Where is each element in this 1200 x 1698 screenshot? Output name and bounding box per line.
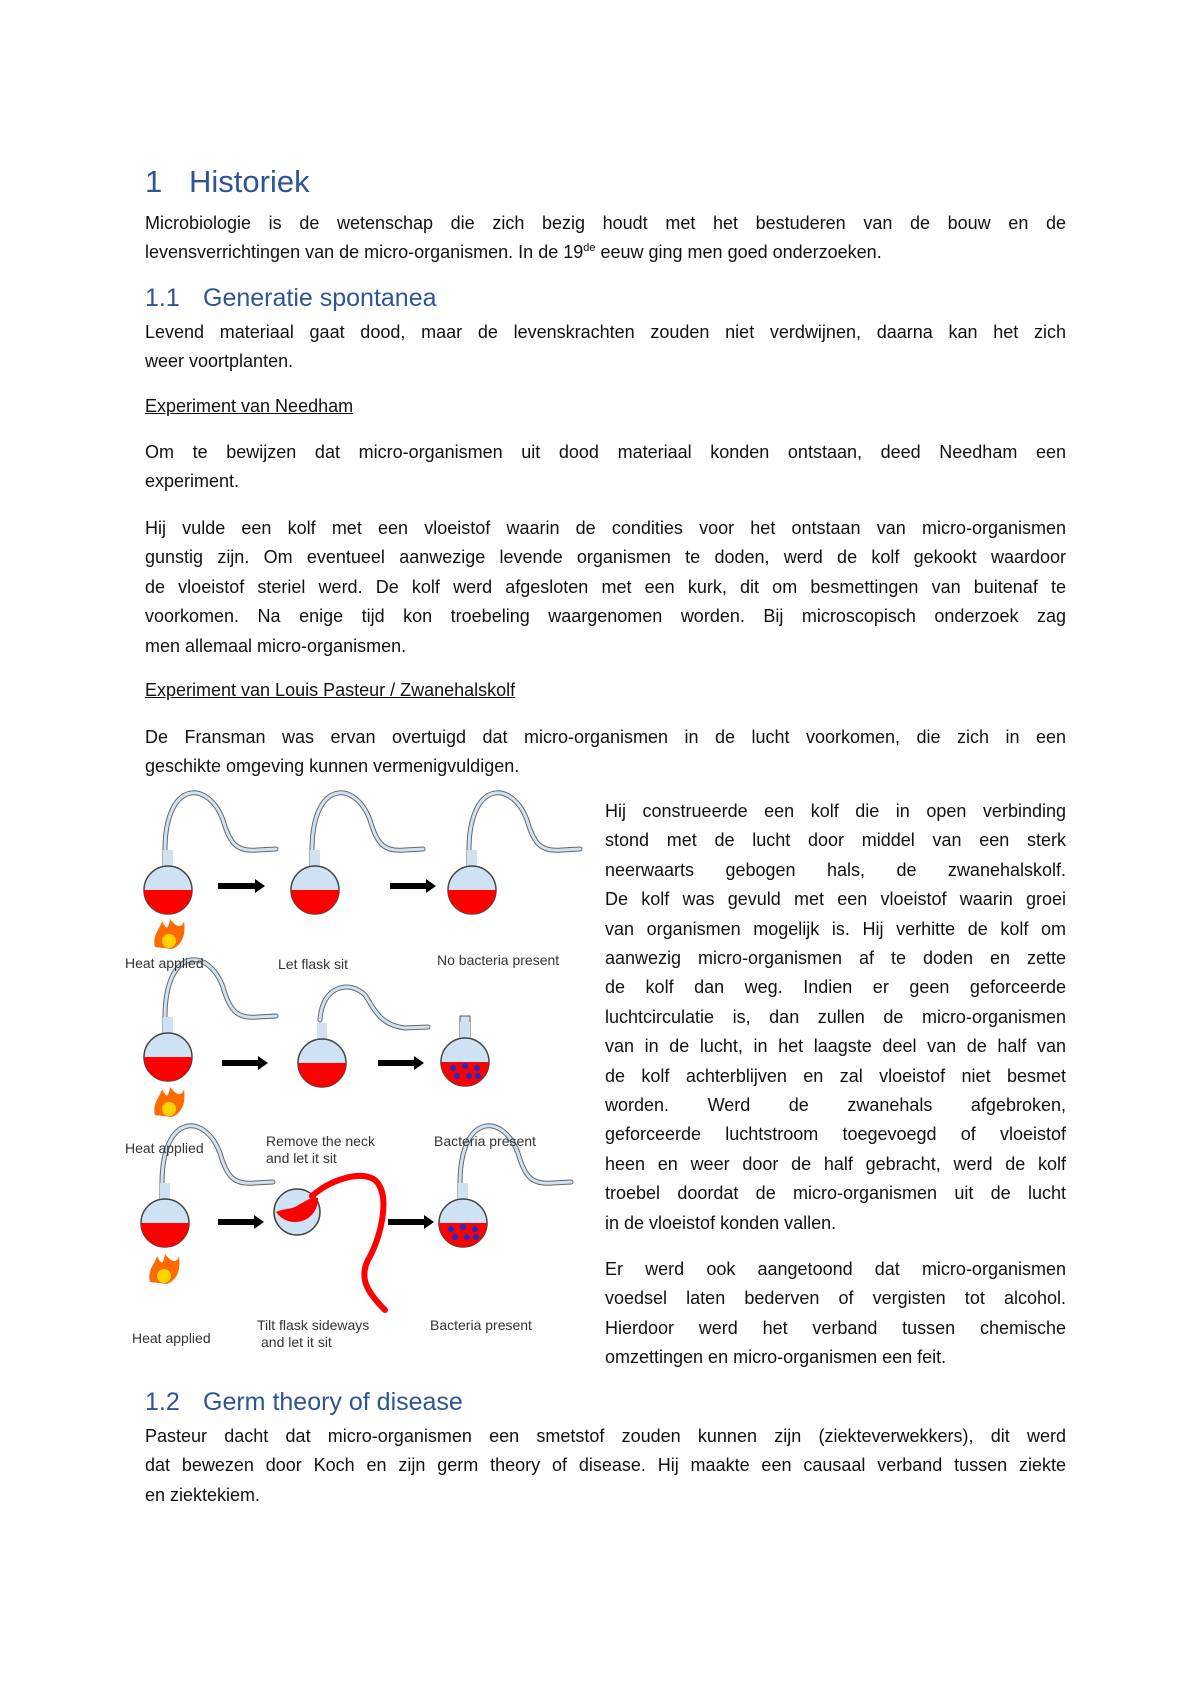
swan-neck-glass xyxy=(165,960,276,1035)
text-segment: levensverrichtingen van de micro-organismen. In de 19 xyxy=(145,242,584,263)
subheading-needham: Experiment van Needham xyxy=(145,396,354,416)
swan-neck xyxy=(312,793,423,868)
flask-liquid xyxy=(448,890,496,914)
text-line: luchtcirculatie is, dan zullen de micro-organismen xyxy=(605,1006,1066,1027)
figure-label: Remove the neck xyxy=(266,1133,375,1149)
figure-label: Bacteria present xyxy=(430,1317,532,1333)
swan-neck-glass xyxy=(162,1126,273,1201)
flask-liquid xyxy=(141,1223,189,1247)
text-line: De Fransman was ervan overtuigd dat micro-organismen in de lucht voorkomen, die zich in een xyxy=(145,727,1066,747)
text-line: De kolf was gevuld met een vloeistof waarin groei xyxy=(605,889,1066,910)
text-line: en ziektekiem. xyxy=(145,1484,261,1505)
text-line: dat bewezen door Koch en zijn germ theory of disease. Hij maakte een causaal verband tussen ziekte xyxy=(145,1455,1066,1476)
paragraph xyxy=(145,1422,1066,1510)
text-line: voedsel laten bederven of vergisten tot alcohol. xyxy=(605,1288,1066,1309)
bacteria-dot xyxy=(460,1224,466,1230)
arrow-head xyxy=(255,879,265,893)
figure-label: Tilt flask sideways xyxy=(257,1317,370,1333)
figure-label: Let flask sit xyxy=(278,956,349,972)
text-line: de kolf achterblijven en zal vloeistof niet besmet xyxy=(605,1065,1066,1086)
text-line: voorkomen. Na enige tijd kon troebeling waargenomen worden. Bij microscopisch onderzoek zag xyxy=(145,606,1066,627)
text-line: men allemaal micro-organismen. xyxy=(145,635,407,656)
text-segment: eeuw ging men goed onderzoeken. xyxy=(595,242,882,263)
text-line: Om te bewijzen dat micro-organismen uit dood materiaal konden ontstaan, deed Needham een xyxy=(145,442,1066,462)
arrow-head xyxy=(414,1056,424,1070)
bacteria-dot xyxy=(475,1073,481,1079)
text-line: Hierdoor werd het verband tussen chemische xyxy=(605,1317,1066,1338)
text-line: weer voortplanten. xyxy=(145,351,294,372)
text-line: Microbiologie is de wetenschap die zich bezig houdt met het bestuderen van de bouw en de xyxy=(145,213,1066,233)
swan-neck xyxy=(162,1126,273,1201)
text-line: aanwezig micro-organismen af te doden en zette xyxy=(605,948,1066,969)
swan-neck-glass xyxy=(469,793,580,868)
text-line: de kolf dan weg. Indien er geen geforceerde xyxy=(605,977,1066,998)
superscript: de xyxy=(583,242,596,255)
text-line: Er werd ook aangetoond dat micro-organismen xyxy=(605,1259,1066,1279)
bacteria-dot xyxy=(452,1234,458,1240)
text-line: van in de lucht, in het laagste deel van de half van xyxy=(605,1036,1066,1057)
figure-label: and let it sit xyxy=(266,1150,337,1166)
arrow-head xyxy=(424,1215,434,1229)
text-line: troebel doordat de micro-organismen uit de lucht xyxy=(605,1183,1066,1204)
flask-liquid xyxy=(144,1057,192,1081)
heading-germ-theory xyxy=(145,1388,463,1417)
text-line: Pasteur dacht dat micro-organismen een smetstof zouden kunnen zijn (ziekteverwekkers), dit werd xyxy=(145,1426,1066,1446)
swan-neck xyxy=(165,960,276,1035)
flask-liquid xyxy=(144,890,192,914)
bacteria-dot xyxy=(472,1226,478,1232)
arrow-head xyxy=(254,1215,264,1229)
flask-liquid xyxy=(291,890,339,914)
text-line: neerwaarts gebogen hals, de zwanehalskolf. xyxy=(605,859,1066,880)
text-line: experiment. xyxy=(145,471,240,492)
fire-core xyxy=(162,934,176,948)
bacteria-dot xyxy=(448,1226,454,1232)
figure-label: Heat applied xyxy=(132,1330,211,1346)
detached-neck-glass xyxy=(320,987,428,1028)
text-line: heen en weer door de half gebracht, werd de kolf xyxy=(605,1153,1066,1174)
heading-number: 1.1 xyxy=(145,284,180,312)
text-line: geforceerde luchtstroom toegevoegd of vloeistof xyxy=(605,1124,1066,1145)
arrow-head xyxy=(258,1056,268,1070)
tilted-neck-liquid xyxy=(312,1176,385,1310)
text-line: gunstig zijn. Om eventueel aanwezige levende organismen te doden, werd de kolf gekookt waardoor xyxy=(145,547,1066,568)
text-line: Hij vulde een kolf met een vloeistof waarin de condities voor het ontstaan van micro-organismen xyxy=(145,518,1066,538)
bacteria-dot xyxy=(454,1073,460,1079)
figure-label: Heat applied xyxy=(125,1140,204,1156)
heading-title: Historiek xyxy=(189,164,310,199)
swan-neck-glass xyxy=(165,793,276,868)
swan-neck xyxy=(469,793,580,868)
text-line: Levend materiaal gaat dood, maar de levenskrachten zouden niet verdwijnen, daarna kan het zich xyxy=(145,322,1066,342)
bacteria-dot xyxy=(464,1234,470,1240)
text-line: van organismen mogelijk is. Hij verhitte de kolf om xyxy=(605,918,1066,939)
heading-number: 1 xyxy=(145,164,163,199)
bacteria-dot xyxy=(462,1063,468,1069)
arrow-head xyxy=(426,879,436,893)
text-line: Hij construeerde een kolf die in open verbinding xyxy=(605,801,1066,821)
fire-core xyxy=(162,1102,176,1116)
text-line: stond met de lucht door middel van een sterk xyxy=(605,830,1066,851)
swan-neck xyxy=(165,793,276,868)
heading-number: 1.2 xyxy=(145,1388,180,1416)
text-line: geschikte omgeving kunnen vermenigvuldigen. xyxy=(145,756,520,777)
figure-label: Heat applied xyxy=(125,955,204,971)
flask-liquid xyxy=(298,1063,346,1087)
heading-title: Generatie spontanea xyxy=(203,284,437,312)
bacteria-dot xyxy=(473,1234,479,1240)
swan-neck-glass xyxy=(312,793,423,868)
bacteria-dot xyxy=(466,1073,472,1079)
fire-core xyxy=(157,1269,171,1283)
text-line: in de vloeistof konden vallen. xyxy=(605,1212,837,1233)
text-line: omzettingen en micro-organismen een feit. xyxy=(605,1347,947,1368)
bacteria-dot xyxy=(450,1065,456,1071)
figure-label: No bacteria present xyxy=(437,952,560,968)
text-line: worden. Werd de zwanehals afgebroken, xyxy=(605,1095,1066,1116)
figure-label: Bacteria present xyxy=(434,1133,536,1149)
figure-label: and let it sit xyxy=(261,1334,332,1350)
subheading-pasteur: Experiment van Louis Pasteur / Zwanehalskolf xyxy=(145,680,516,700)
heading-title: Germ theory of disease xyxy=(203,1388,463,1416)
text-line: de vloeistof steriel werd. De kolf werd afgesloten met een kurk, dit om besmettingen van buitenaf te xyxy=(145,576,1066,597)
bacteria-dot xyxy=(474,1065,480,1071)
